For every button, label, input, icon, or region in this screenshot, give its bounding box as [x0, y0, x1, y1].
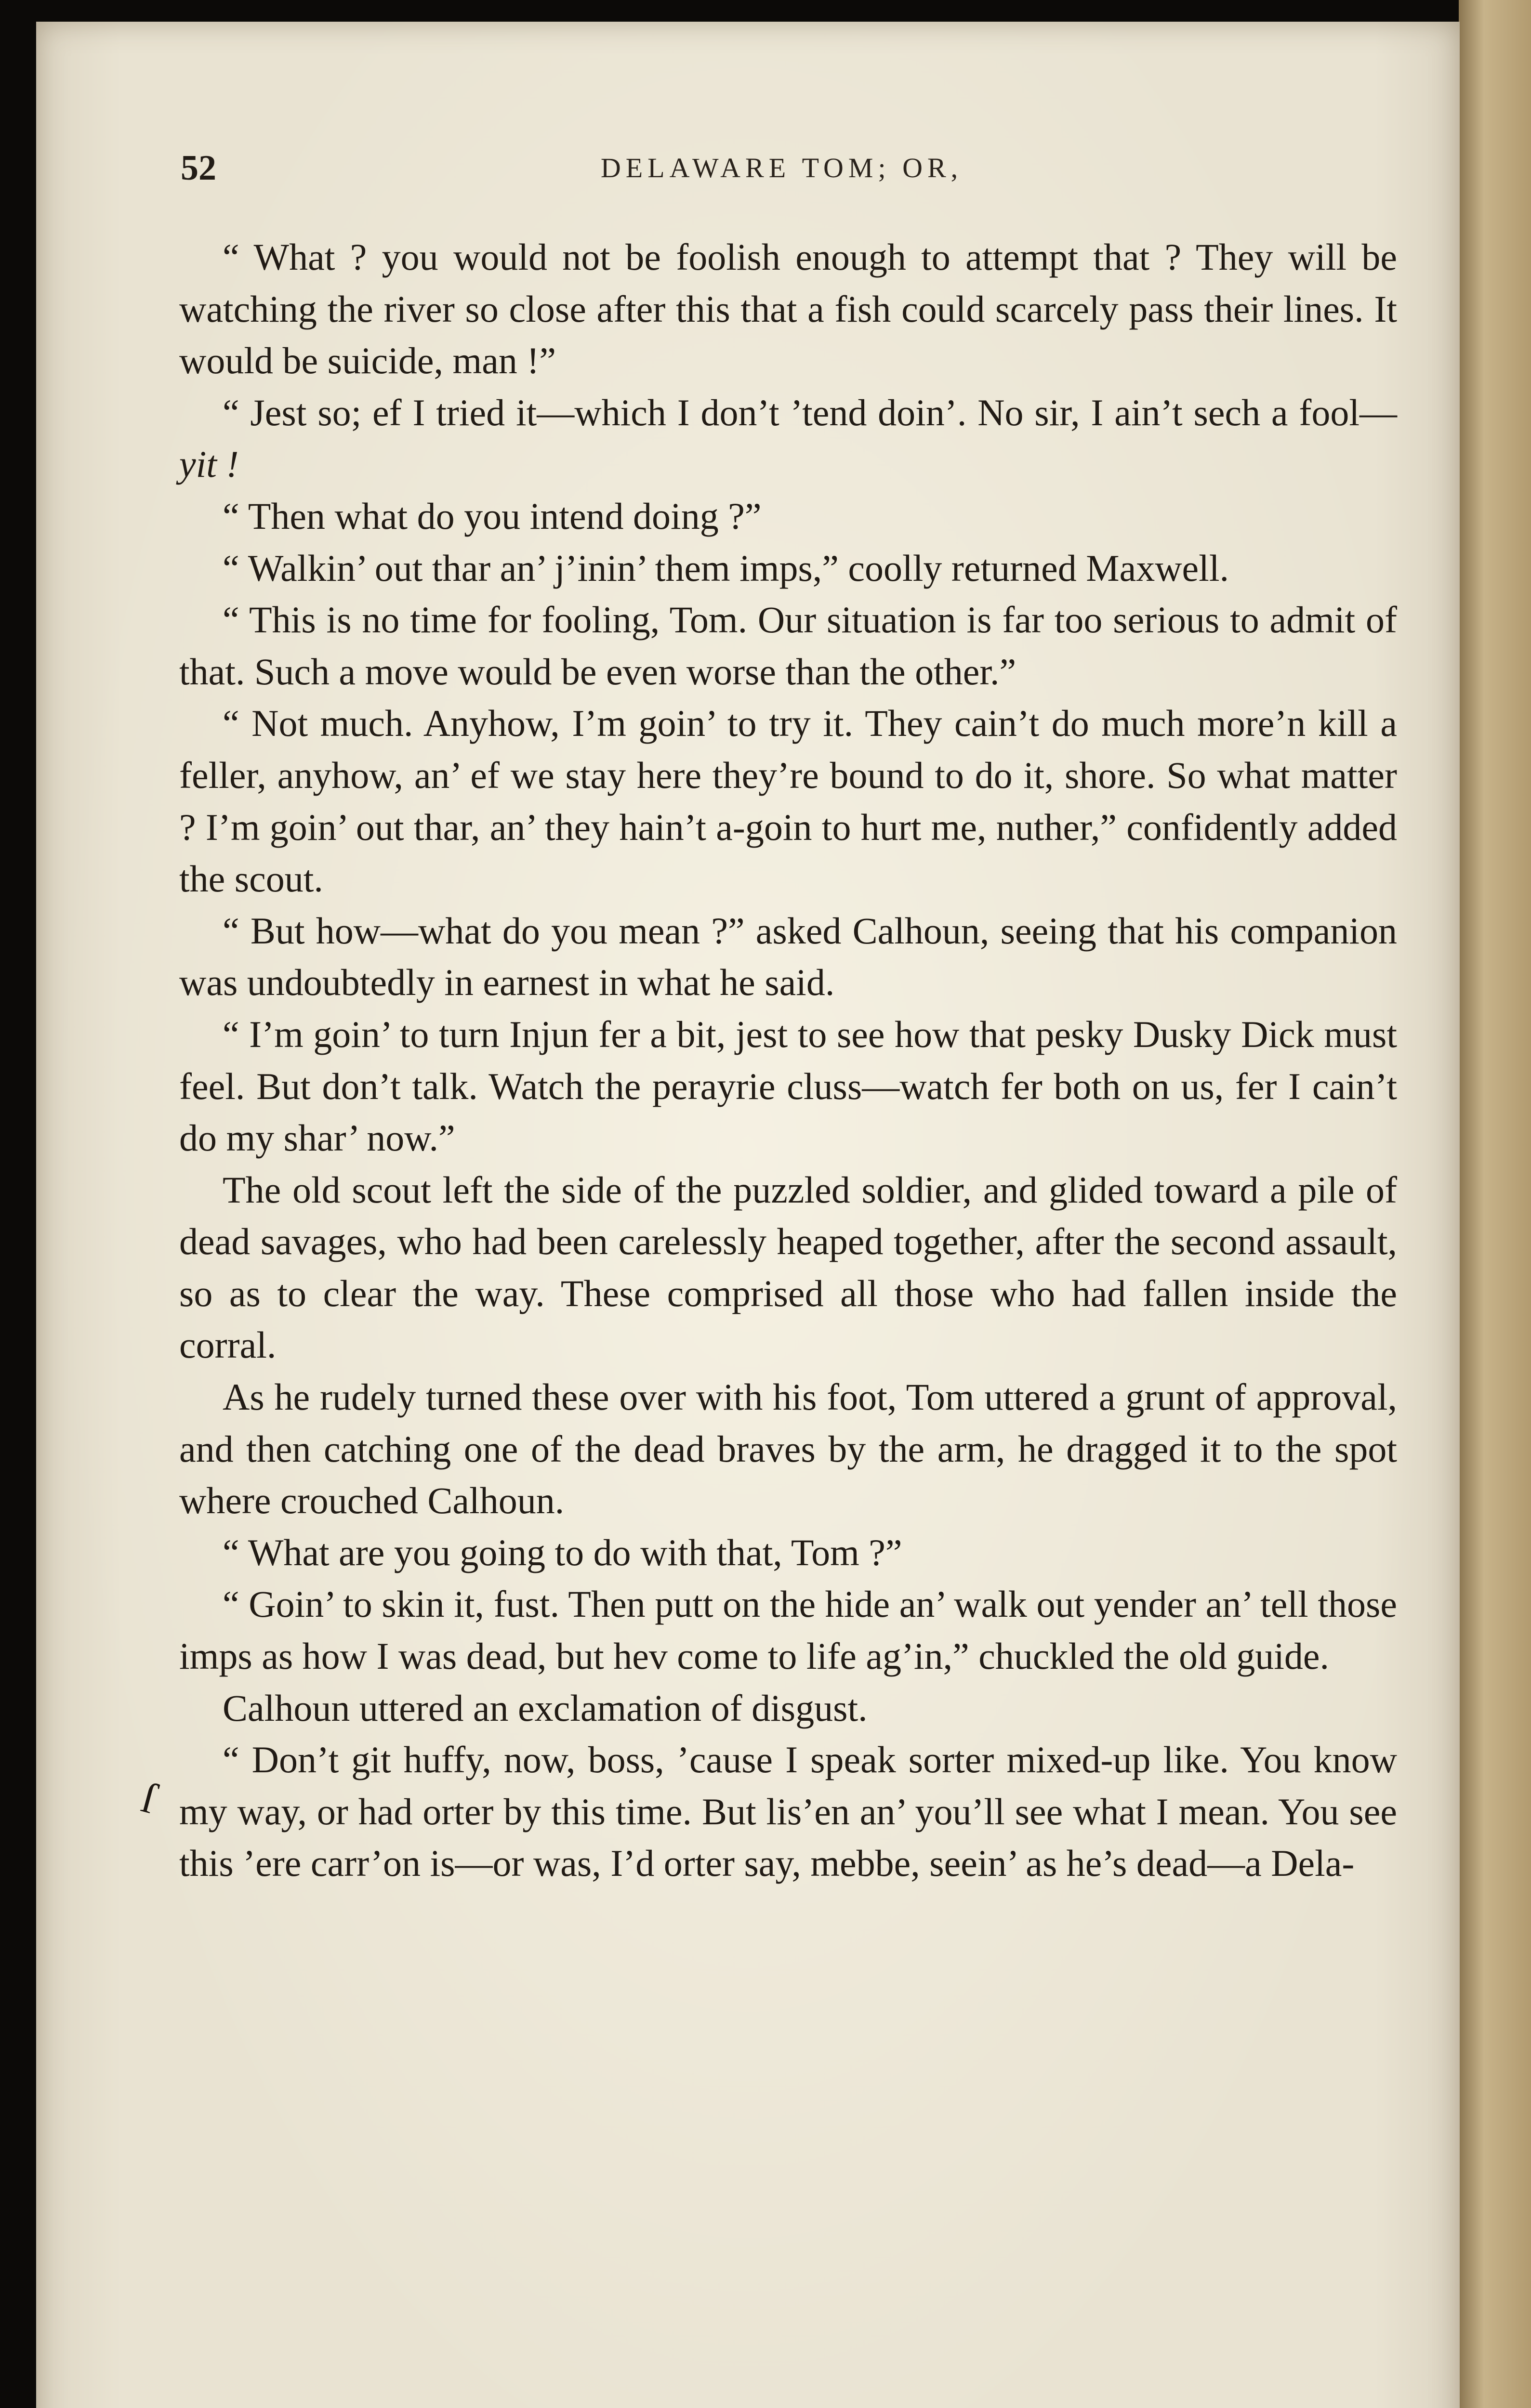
paragraph: “ I’m goin’ to turn Injun fer a bit, jest to see how that pesky Dusky Dick must feel. But don’t talk. Watch the perayrie cluss—watch fer both on us, fer I cain’t do my shar’ now.” [179, 1013, 1397, 1159]
paragraph: “ What are you going to do with that, Tom ?” [223, 1531, 902, 1573]
paragraph: “ Goin’ to skin it, fust. Then putt on the hide an’ walk out yender an’ tell those imps as how I was dead, but hev come to life ag’in,” chuckled the old guide. [179, 1583, 1397, 1677]
paragraph: “ Walkin’ out thar an’ j’inin’ them imps,” coolly returned Maxwell. [223, 547, 1229, 589]
adjacent-page-edge [1459, 0, 1531, 2408]
paragraph: The old scout left the side of the puzzled soldier, and glided toward a pile of dead savages, who had been carelessly heaped together, after the second assault, so as to clear the way. These comprised all those who had fallen inside the corral. [179, 1168, 1397, 1366]
paragraph: “ But how—what do you mean ?” asked Calhoun, seeing that his companion was undoubtedly in earnest in what he said. [179, 909, 1397, 1004]
paragraph: “ Not much. Anyhow, I’m goin’ to try it. They cain’t do much more’n kill a feller, anyhow, an’ ef we stay here they’re bound to do it, shore. So what matter ? I’m goin’ out thar, an’ they hain’t a-goin to hurt me, nuther,” confidently added the scout. [179, 702, 1397, 900]
paragraph [179, 387, 1397, 490]
running-head [36, 148, 1460, 201]
paragraph: “ Then what do you intend doing ?” [223, 495, 762, 537]
italic-word: yit ! [179, 443, 239, 485]
paragraph-text: “ Jest so; ef I tried it—which I don’t ’tend doin’. No sir, I ain’t sech a fool— [223, 391, 1397, 433]
paragraph: “ Don’t git huffy, now, boss, ’cause I speak sorter mixed-up like. You know my way, or had orter by this time. But lis’en an’ you’ll see what I mean. You see this ’ere carr’on is—or was, I’d orter say, mebbe, seein’ as he’s dead—a Dela- [179, 1739, 1397, 1885]
paragraph: Calhoun uttered an exclamation of disgust. [223, 1687, 868, 1729]
ink-mark: ſ [136, 1773, 161, 1823]
paragraph: As he rudely turned these over with his foot, Tom uttered a grunt of approval, and then catching one of the dead braves by the arm, he dragged it to the spot where crouched Calhoun. [179, 1376, 1397, 1522]
paragraph: “ This is no time for fooling, Tom. Our situation is far too serious to admit of that. Such a move would be even worse than the other.” [179, 599, 1397, 693]
paragraph: “ What ? you would not be foolish enough to attempt that ? They will be watching the river so close after this that a fish could scarcely pass their lines. It would be suicide, man !” [179, 236, 1397, 382]
page-body [179, 231, 1397, 1889]
running-title: DELAWARE TOM; OR, [600, 152, 963, 183]
page-number: 52 [181, 148, 216, 188]
